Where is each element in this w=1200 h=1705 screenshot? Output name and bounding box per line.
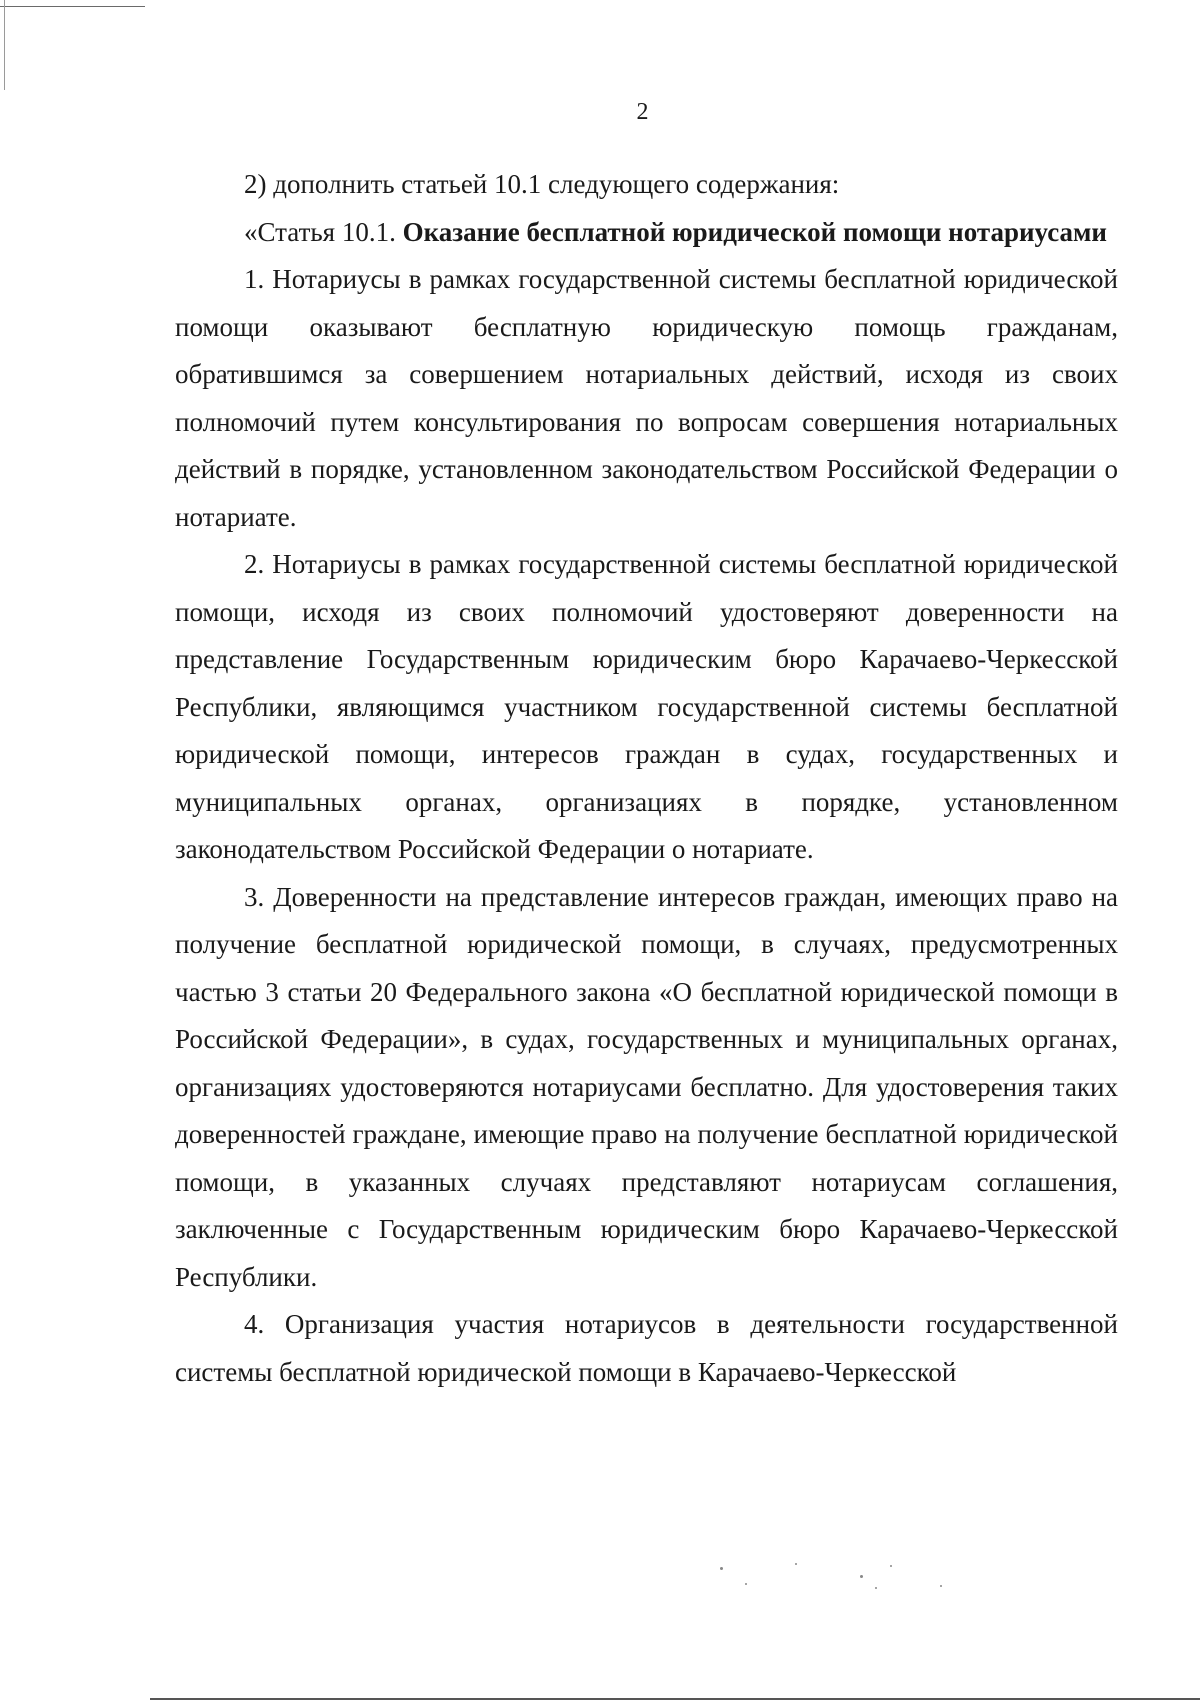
intro-paragraph: 2) дополнить статьей 10.1 следующего содержания: (244, 169, 840, 199)
paragraph-3: 3. Доверенности на представление интересов граждан, имеющих право на получение бесплатной юридической помощи, в случаях, предусмотренных частью 3 статьи 20 Федерального закона «О бесплатной юридической помощи в Российской Федерации», в судах, государственных и муниципальных органах, организациях удостоверяются нотариусами бесплатно. Для удостоверения таких доверенностей граждане, имеющие право на получение бесплатной юридической помощи, в указанных случаях представляют нотариусам соглашения, заключенные с Государственным юридическим бюро Карачаево-Черкесской Республики. (175, 881, 1118, 1292)
paragraph-1: 1. Нотариусы в рамках государственной системы бесплатной юридической помощи оказывают бесплатную юридическую помощь гражданам, обратившимся за совершением нотариальных действий, исходя из своих полномочий путем консультирования по вопросам совершения нотариальных действий в порядке, установленном законодательством Российской Федерации о нотариате. (175, 264, 1118, 532)
article-heading (175, 209, 1118, 257)
article-heading-prefix: «Статья 10.1. (244, 216, 396, 247)
article-heading-title: Оказание бесплатной юридической помощи нотариусами (402, 216, 1107, 247)
scan-noise-marks (700, 1555, 960, 1605)
paragraph-2: 2. Нотариусы в рамках государственной системы бесплатной юридической помощи, исходя из своих полномочий удостоверяют доверенности на представление Государственным юридическим бюро Карачаево-Черкесской Республики, являющимся участником государственной системы бесплатной юридической помощи, интересов граждан в судах, государственных и муниципальных органах, организациях в порядке, установленном законодательством Российской Федерации о нотариате. (175, 549, 1118, 864)
document-body (175, 161, 1118, 1396)
scan-edge-left (4, 0, 5, 90)
scan-edge-top (0, 6, 145, 7)
page-number: 2 (636, 99, 649, 125)
scan-edge-bottom (150, 1698, 1200, 1700)
paragraph-4: 4. Организация участия нотариусов в деятельности государственной системы бесплатной юридической помощи в Карачаево-Черкесской (175, 1309, 1118, 1387)
